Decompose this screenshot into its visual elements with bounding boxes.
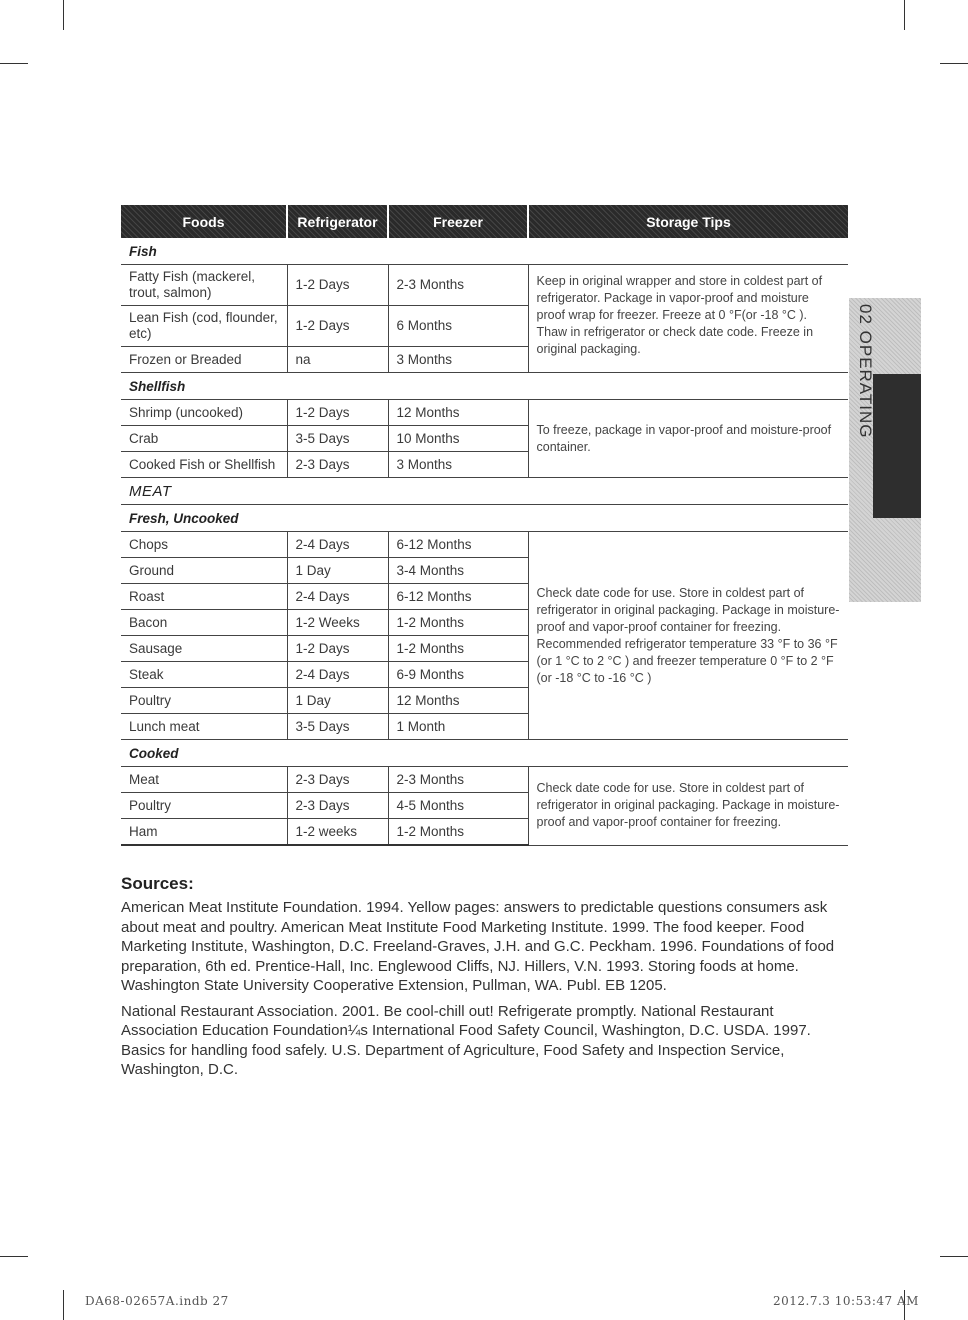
- crop-mark: [940, 63, 968, 64]
- refrigerator-cell: 1 Day: [287, 558, 388, 584]
- food-cell: Crab: [121, 426, 287, 452]
- refrigerator-cell: 1-2 Days: [287, 636, 388, 662]
- food-cell: Poultry: [121, 688, 287, 714]
- freezer-cell: 3 Months: [388, 452, 528, 478]
- storage-tip-shellfish: To freeze, package in vapor-proof and moisture-proof container.: [528, 400, 848, 478]
- sources-paragraph: American Meat Institute Foundation. 1994. Yellow pages: answers to predictable questions consumers ask about meat and poultry. American Meat Institute Food Marketing Institute. 1999. The food keeper. Food Marketing Institute, Washington, D.C. Freeland-Graves, J.H. and G.C. Peckham. 1996. Foundations of food preparation, 6th ed. Prentice-Hall, Inc. Englewood Cliffs, NJ. Hillers, V.N. 1993. Storing foods at home. Washington State University Cooperative Extension, Pullman, WA. Publ. EB 1205.: [121, 899, 835, 994]
- side-tab-label: 02 OPERATING: [856, 304, 875, 439]
- freezer-cell: 6-9 Months: [388, 662, 528, 688]
- refrigerator-cell: 1-2 Weeks: [287, 610, 388, 636]
- food-cell: Chops: [121, 532, 287, 558]
- sources-section: [121, 874, 851, 1086]
- refrigerator-cell: 1-2 Days: [287, 400, 388, 426]
- refrigerator-cell: 3-5 Days: [287, 426, 388, 452]
- food-cell: Steak: [121, 662, 287, 688]
- storage-tip-fresh-meat: Check date code for use. Store in coldest part of refrigerator in original packaging. Package in moisture-proof and vapor-proof container for freezing. Recommended refrigerator temperature 33 °F to 36 °F (or 1 °C to 2 °C ) and freezer temperature 0 °F to 2 °F (or -18 °C to -16 °C ): [528, 532, 848, 740]
- freezer-cell: 2-3 Months: [388, 265, 528, 306]
- refrigerator-cell: na: [287, 347, 388, 373]
- sources-title: Sources:: [121, 874, 194, 893]
- storage-tip-cooked: Check date code for use. Store in coldest part of refrigerator in original packaging. Package in moisture-proof and vapor-proof container for freezing.: [528, 767, 848, 846]
- header-storage-tips: Storage Tips: [528, 205, 848, 238]
- category-label: Cooked: [121, 740, 848, 767]
- header-refrigerator: Refrigerator: [287, 205, 388, 238]
- food-storage-table: [121, 205, 848, 846]
- table-row: [121, 767, 848, 793]
- food-cell: Bacon: [121, 610, 287, 636]
- refrigerator-cell: 2-3 Days: [287, 767, 388, 793]
- refrigerator-cell: 2-3 Days: [287, 452, 388, 478]
- freezer-cell: 1-2 Months: [388, 819, 528, 846]
- refrigerator-cell: 2-4 Days: [287, 584, 388, 610]
- table-row: [121, 400, 848, 426]
- freezer-cell: 12 Months: [388, 400, 528, 426]
- footer-file-info: DA68-02657A.indb 27: [85, 1294, 229, 1308]
- food-cell: Poultry: [121, 793, 287, 819]
- freezer-cell: 4-5 Months: [388, 793, 528, 819]
- food-cell: Cooked Fish or Shellfish: [121, 452, 287, 478]
- crop-mark: [0, 1256, 28, 1257]
- freezer-cell: 12 Months: [388, 688, 528, 714]
- food-cell: Ground: [121, 558, 287, 584]
- refrigerator-cell: 2-3 Days: [287, 793, 388, 819]
- category-row-shellfish: [121, 373, 848, 400]
- food-cell: Lean Fish (cod, flounder, etc): [121, 306, 287, 347]
- footer-timestamp: 2012.7.3 10:53:47 AM: [773, 1294, 919, 1308]
- category-label: Fresh, Uncooked: [121, 505, 848, 532]
- refrigerator-cell: 2-4 Days: [287, 662, 388, 688]
- food-cell: Shrimp (uncooked): [121, 400, 287, 426]
- table-row: [121, 265, 848, 306]
- table-row: [121, 532, 848, 558]
- food-cell: Frozen or Breaded: [121, 347, 287, 373]
- category-row-fish: [121, 238, 848, 265]
- header-foods: Foods: [121, 205, 287, 238]
- freezer-cell: 6-12 Months: [388, 584, 528, 610]
- crop-mark: [0, 63, 28, 64]
- freezer-cell: 1 Month: [388, 714, 528, 740]
- freezer-cell: 6 Months: [388, 306, 528, 347]
- sources-paragraph: National Restaurant Association. 2001. Be cool-chill out! Refrigerate promptly. National Restaurant Association Education Foundation¼s International Food Safety Council, Washington, D.C. USDA. 1997. Basics for handling food safely. U.S. Department of Agriculture, Food Safety and Inspection Service, Washington, D.C.: [121, 1002, 811, 1078]
- food-cell: Fatty Fish (mackerel, trout, salmon): [121, 265, 287, 306]
- category-label: MEAT: [121, 478, 848, 505]
- category-row-fresh-uncooked: [121, 505, 848, 532]
- freezer-cell: 3-4 Months: [388, 558, 528, 584]
- freezer-cell: 10 Months: [388, 426, 528, 452]
- refrigerator-cell: 3-5 Days: [287, 714, 388, 740]
- food-cell: Sausage: [121, 636, 287, 662]
- refrigerator-cell: 1-2 weeks: [287, 819, 388, 846]
- header-freezer: Freezer: [388, 205, 528, 238]
- category-label: Shellfish: [121, 373, 848, 400]
- food-cell: Meat: [121, 767, 287, 793]
- freezer-cell: 2-3 Months: [388, 767, 528, 793]
- freezer-cell: 1-2 Months: [388, 610, 528, 636]
- category-row-meat: [121, 478, 848, 505]
- freezer-cell: 1-2 Months: [388, 636, 528, 662]
- refrigerator-cell: 1-2 Days: [287, 306, 388, 347]
- category-label: Fish: [121, 238, 848, 265]
- crop-mark: [63, 1290, 64, 1320]
- food-cell: Ham: [121, 819, 287, 846]
- food-cell: Lunch meat: [121, 714, 287, 740]
- freezer-cell: 6-12 Months: [388, 532, 528, 558]
- section-side-tab: [849, 298, 921, 602]
- freezer-cell: 3 Months: [388, 347, 528, 373]
- crop-mark: [940, 1256, 968, 1257]
- table-header-row: [121, 205, 848, 238]
- crop-mark: [904, 0, 905, 30]
- food-cell: Roast: [121, 584, 287, 610]
- category-row-cooked: [121, 740, 848, 767]
- crop-mark: [63, 0, 64, 30]
- refrigerator-cell: 1 Day: [287, 688, 388, 714]
- refrigerator-cell: 1-2 Days: [287, 265, 388, 306]
- side-tab-highlight: [873, 374, 921, 518]
- refrigerator-cell: 2-4 Days: [287, 532, 388, 558]
- storage-tip-fish: Keep in original wrapper and store in coldest part of refrigerator. Package in vapor-proof and moisture proof wrap for freezer. Freeze at 0 °F(or -18 °C ). Thaw in refrigerator or check date code. Freeze in original packaging.: [528, 265, 848, 373]
